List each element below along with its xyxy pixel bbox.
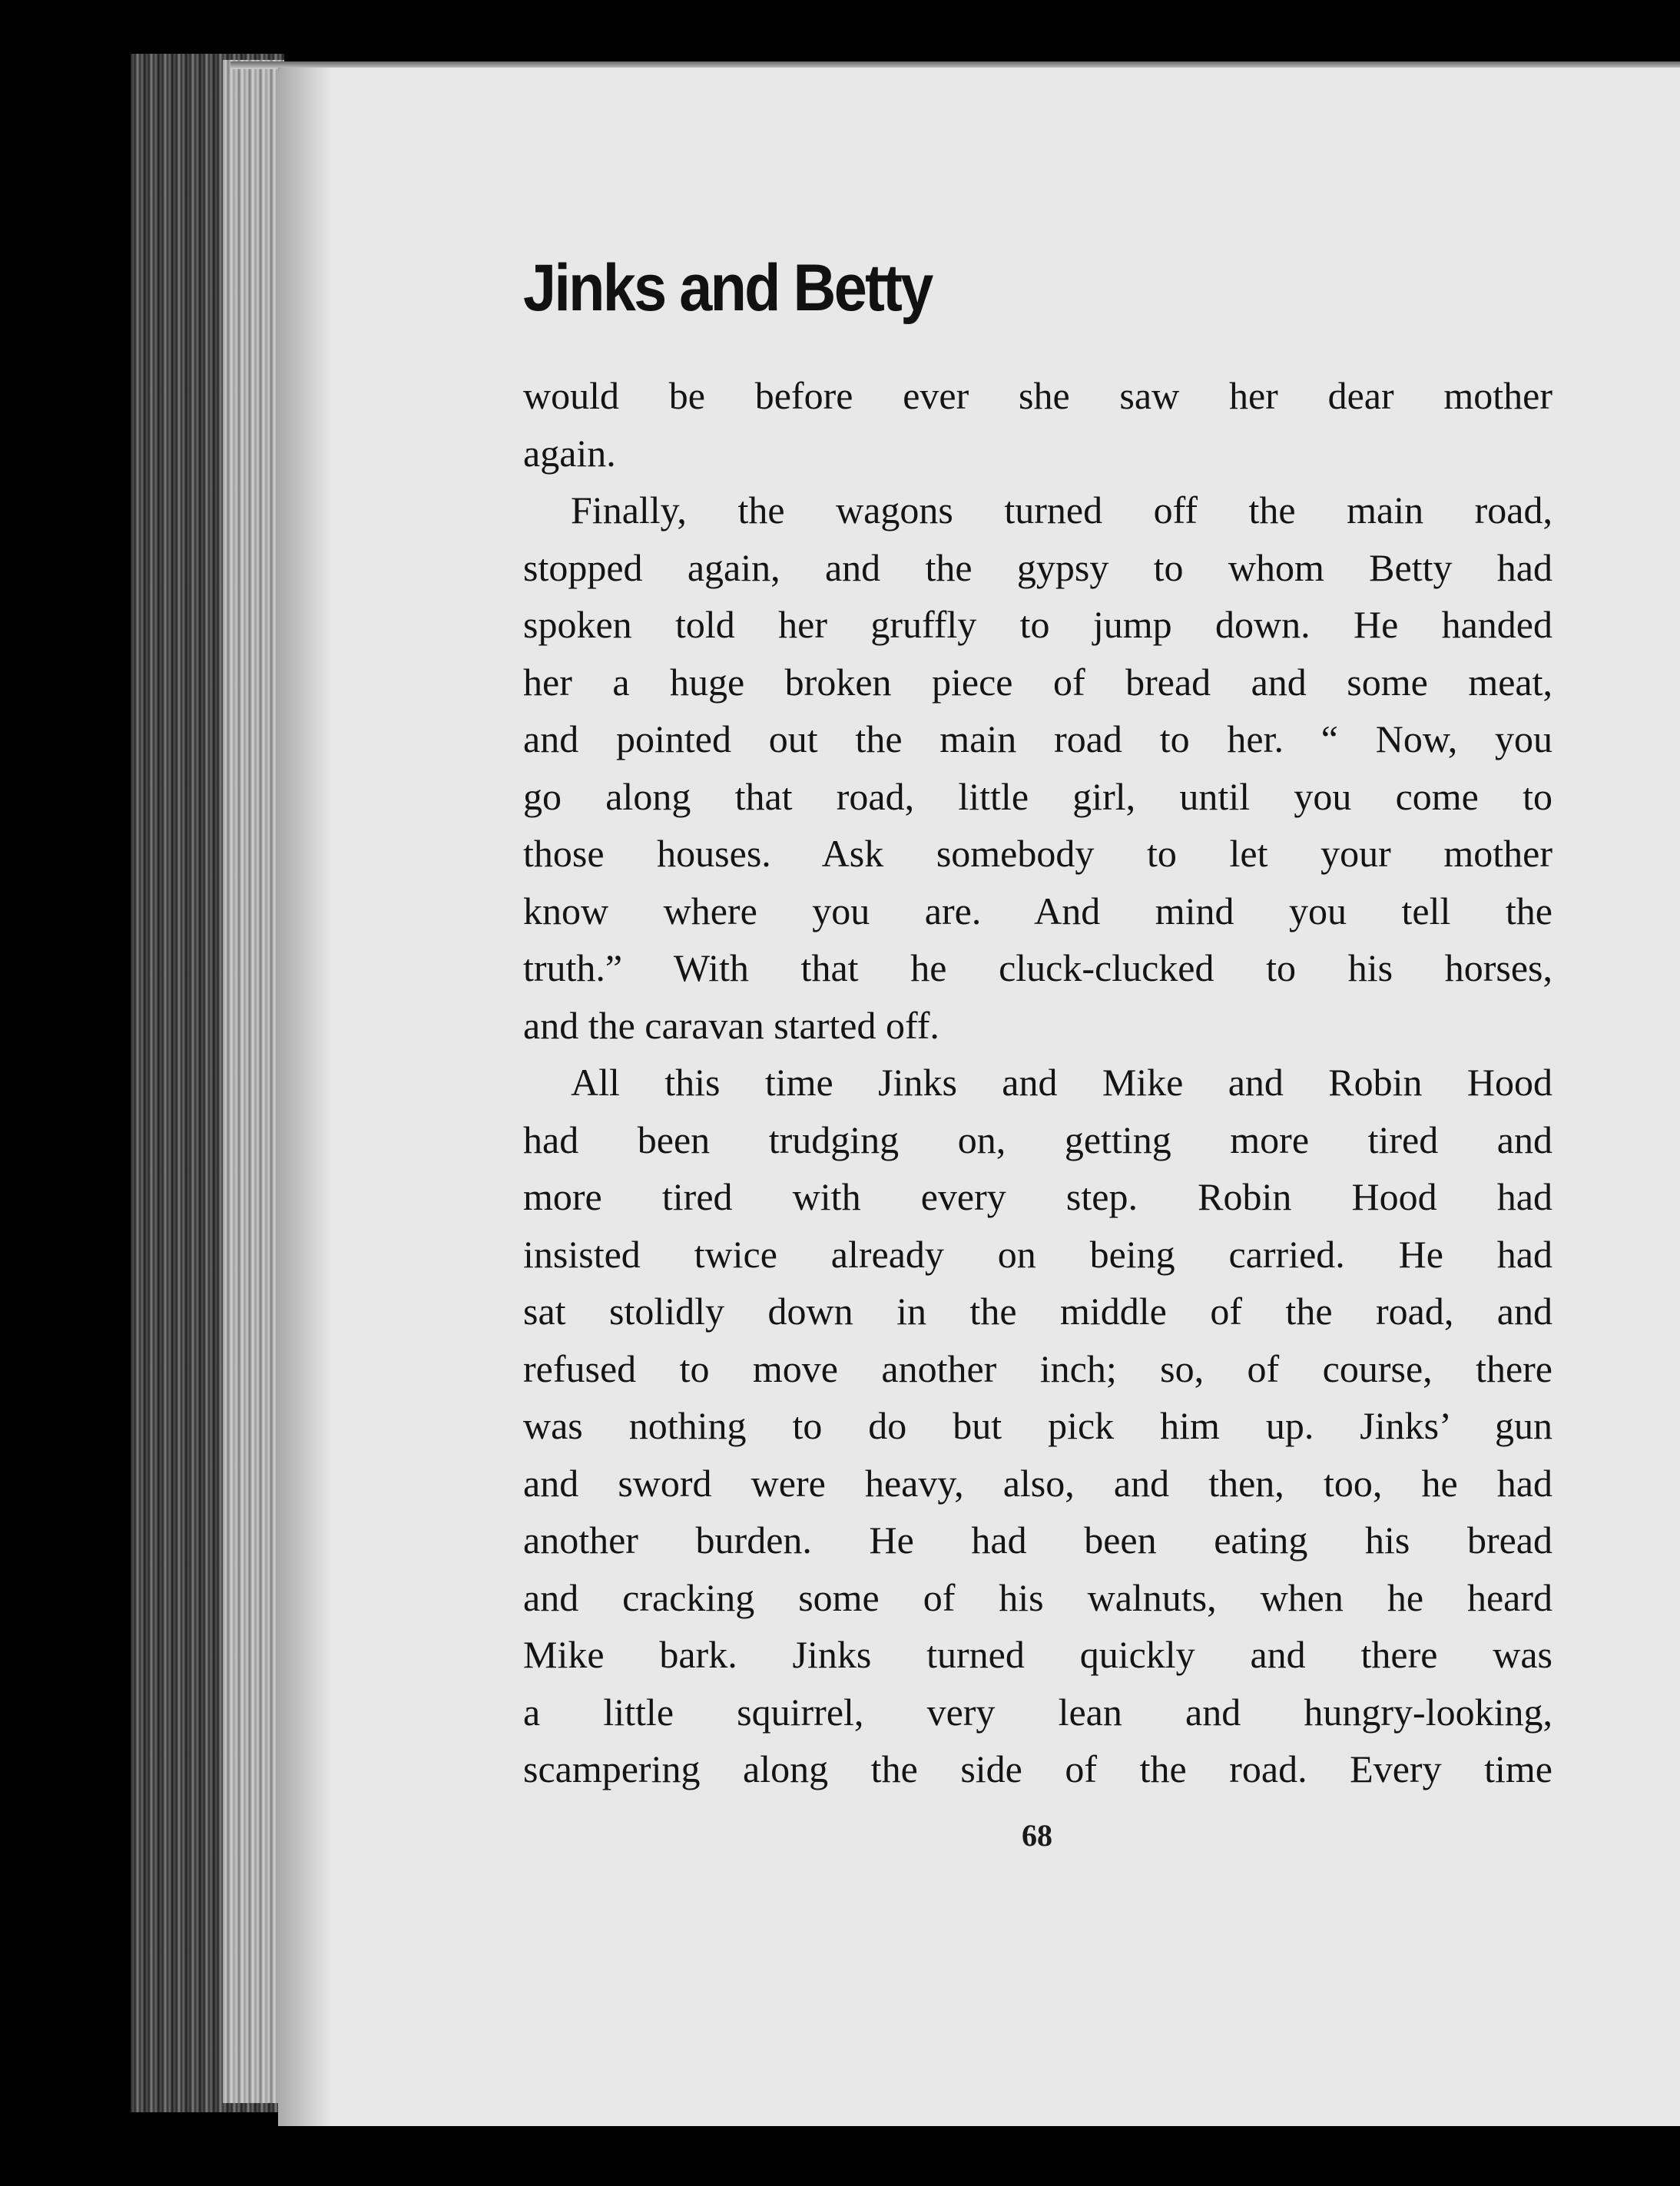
text-line: was nothing to do but pick him up. Jinks’ gun (523, 1404, 1552, 1447)
running-head: Jinks and Betty (523, 251, 932, 325)
text-line: go along that road, little girl, until you come to (523, 774, 1552, 818)
text-line: truth.” With that he cluck-clucked to his horses, (523, 946, 1552, 989)
text-line: and the caravan started off. (523, 1003, 939, 1047)
text-line: refused to move another inch; so, of course, there (523, 1346, 1552, 1390)
text-line: more tired with every step. Robin Hood had (523, 1175, 1552, 1218)
text-line: Finally, the wagons turned off the main road, (571, 489, 1552, 532)
text-line: Mike bark. Jinks turned quickly and there was (523, 1633, 1552, 1676)
text-line: know where you are. And mind you tell the (523, 889, 1552, 932)
text-line: had been trudging on, getting more tired and (523, 1118, 1552, 1161)
book-page-edges-light (223, 60, 284, 2103)
text-line: and pointed out the main road to her. “ Now, you (523, 717, 1552, 760)
page-number: 68 (1022, 1818, 1052, 1853)
text-line: All this time Jinks and Mike and Robin Hood (571, 1061, 1552, 1104)
text-line: a little squirrel, very lean and hungry-looking, (523, 1690, 1552, 1734)
text-line: another burden. He had been eating his bread (523, 1519, 1552, 1562)
text-line: scampering along the side of the road. Every time (523, 1747, 1552, 1790)
gutter-shadow (278, 68, 332, 2126)
text-line: stopped again, and the gypsy to whom Betty had (523, 545, 1552, 589)
text-line: her a huge broken piece of bread and some meat, (523, 660, 1552, 704)
text-line: would be before ever she saw her dear mother (523, 374, 1552, 417)
text-line: spoken told her gruffly to jump down. He handed (523, 603, 1552, 646)
text-line: sat stolidly down in the middle of the road, and (523, 1290, 1552, 1333)
text-line: and cracking some of his walnuts, when he heard (523, 1575, 1552, 1619)
text-line: again. (523, 431, 616, 475)
text-line: and sword were heavy, also, and then, too, he had (523, 1461, 1552, 1505)
text-line: insisted twice already on being carried. He had (523, 1232, 1552, 1276)
text-line: those houses. Ask somebody to let your mother (523, 832, 1552, 875)
body-text (523, 367, 1552, 1798)
